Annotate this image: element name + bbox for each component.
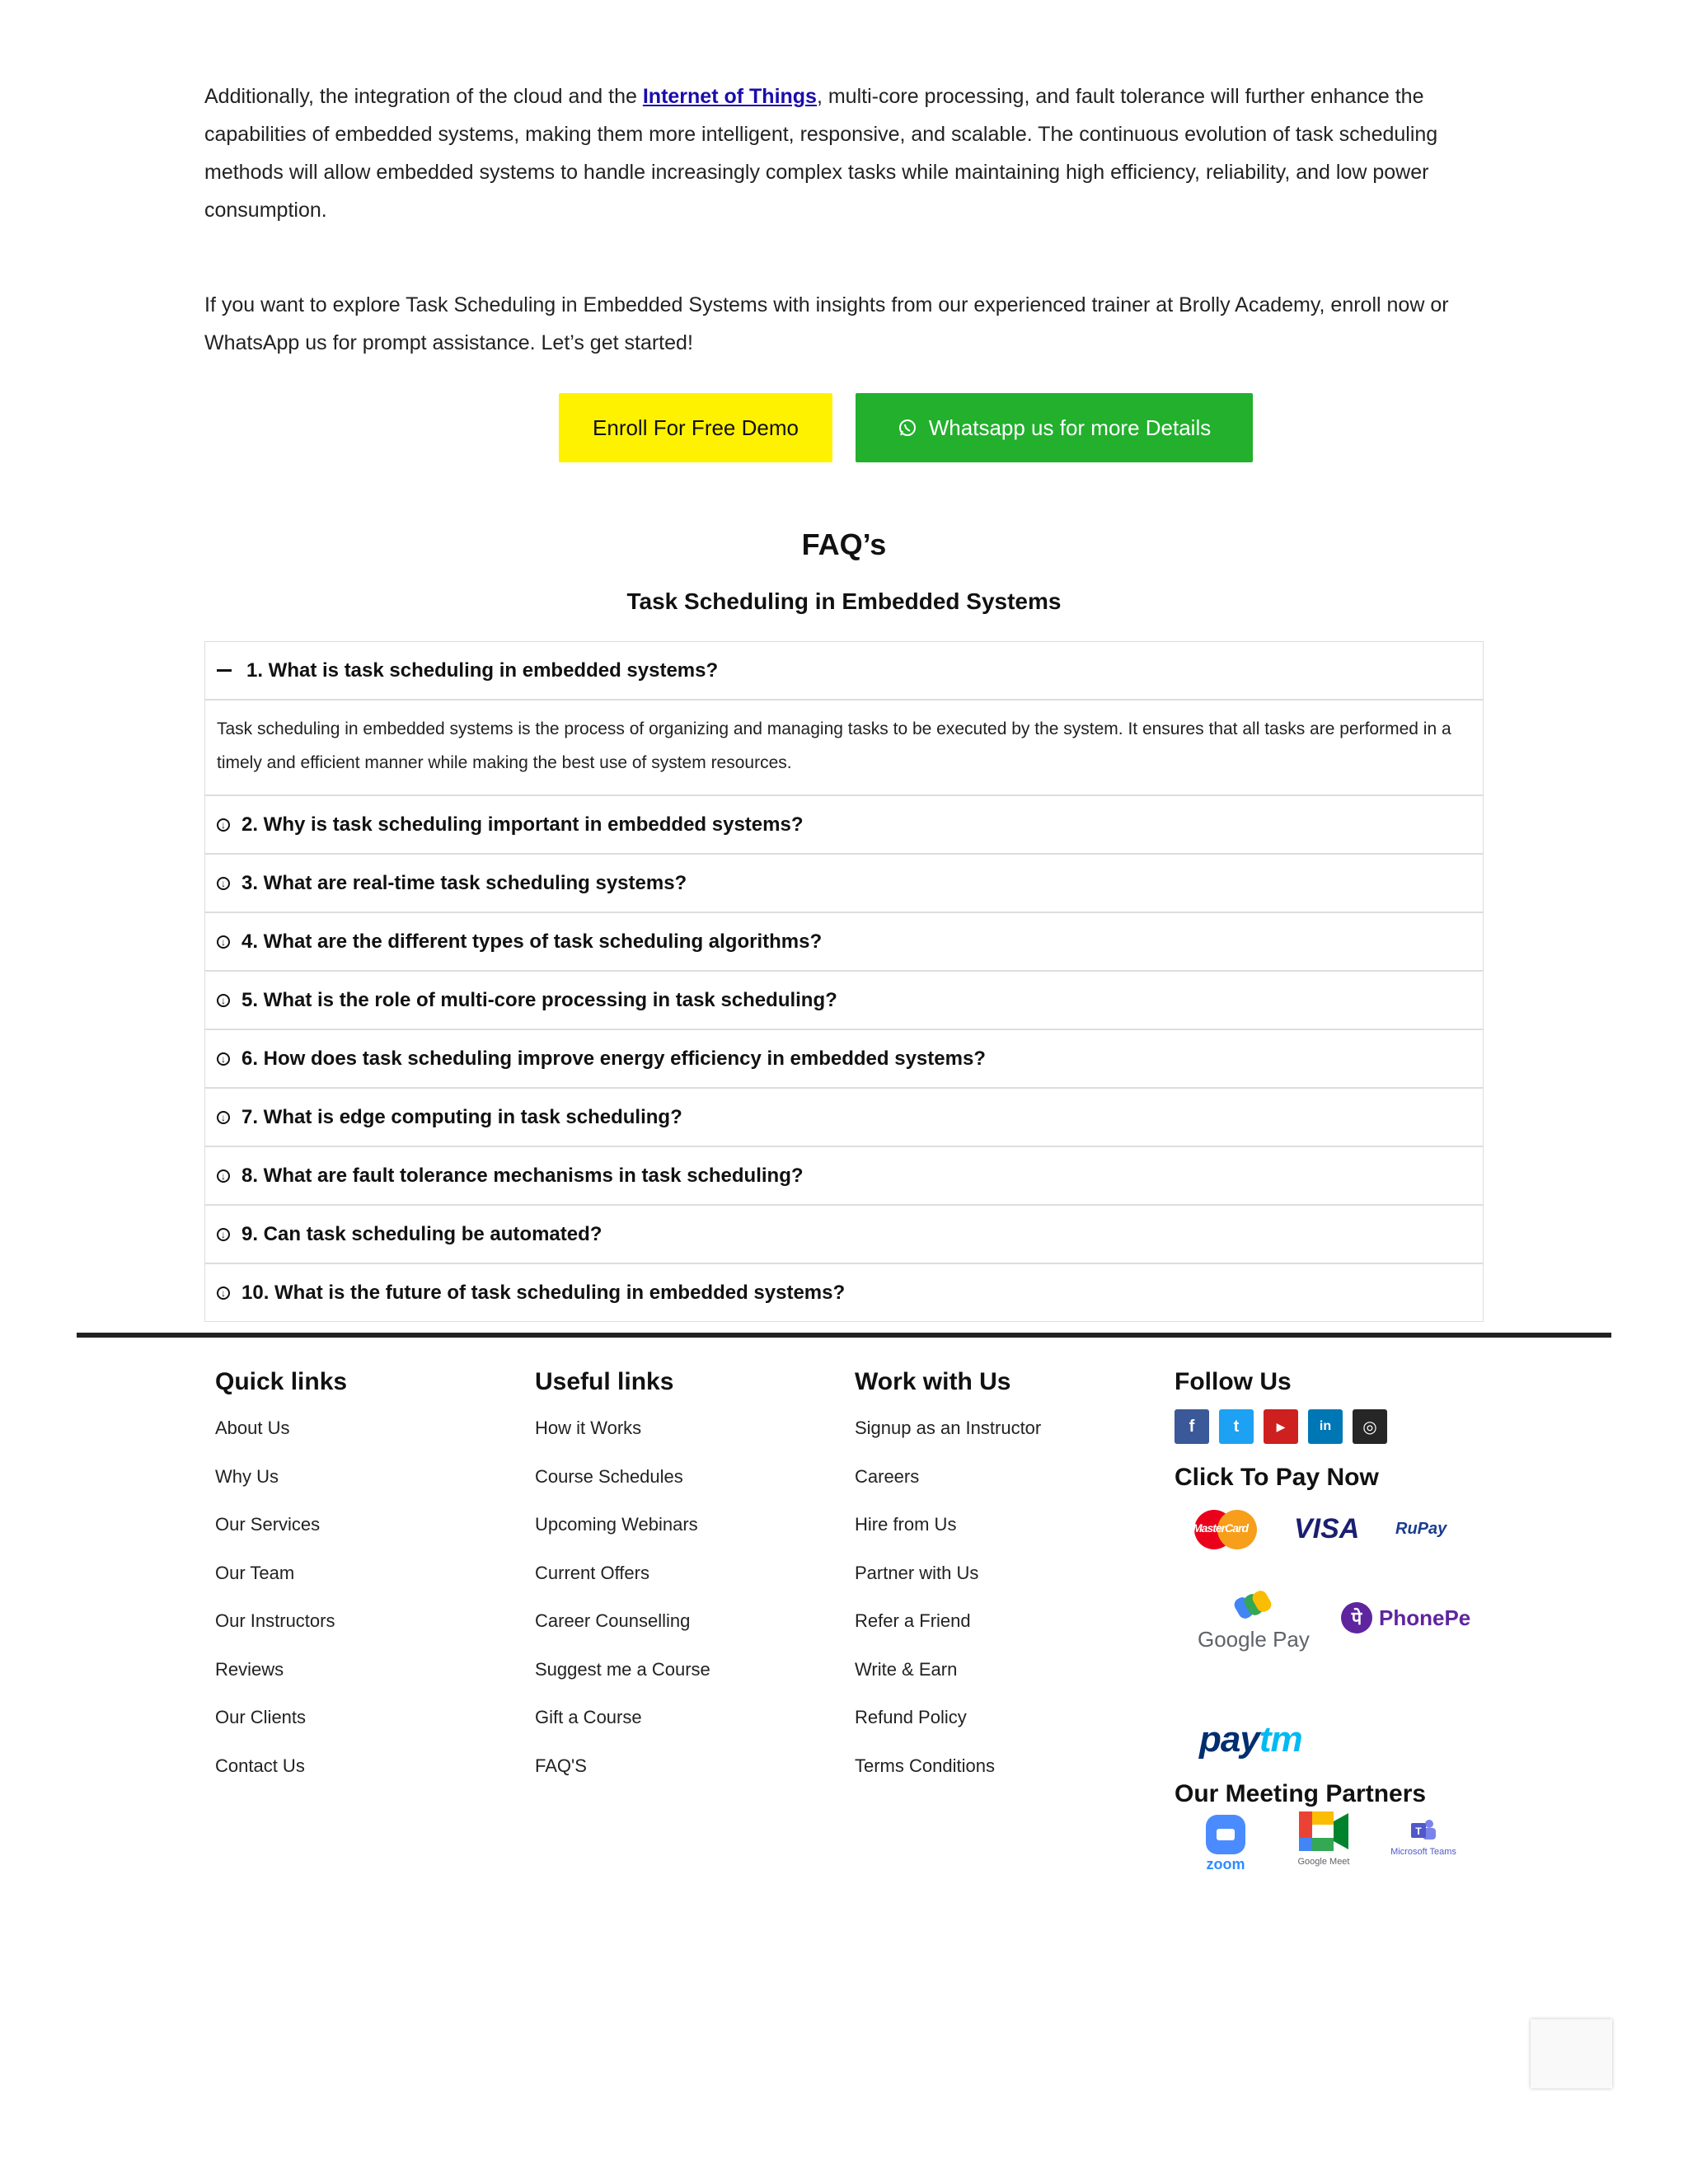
recaptcha-badge[interactable]: [1531, 2019, 1612, 2088]
footer-link[interactable]: Terms Conditions: [855, 1755, 995, 1776]
enroll-free-demo-button[interactable]: [559, 393, 832, 462]
footer-link[interactable]: Upcoming Webinars: [535, 1514, 698, 1535]
footer-link[interactable]: Career Counselling: [535, 1610, 691, 1631]
mastercard-text: MasterCard: [1193, 1521, 1249, 1535]
payment-logos: [1175, 1508, 1471, 1772]
intro-text-after: , multi-core processing, and fault tolerance will further enhance the capabilities of embedded systems, making them more intelligent, responsive, and scalable. The continuous evolution of task scheduling methods will allow embedded systems to handle increasingly complex tasks while maintaining high efficiency, reliability, and low power consumption.: [204, 85, 1438, 222]
faq-question-text: 5. What is the role of multi-core processing in task scheduling?: [241, 988, 837, 1011]
faq-item: [205, 972, 1483, 1030]
whatsapp-label: Whatsapp us for more Details: [928, 415, 1212, 440]
footer-link[interactable]: Contact Us: [215, 1755, 305, 1776]
arrow-down-circle-icon: ↓: [217, 1169, 230, 1183]
faq-accordion: [204, 641, 1484, 1322]
faq-question-text: 3. What are real-time task scheduling systems?: [241, 871, 687, 894]
arrow-down-circle-icon: ↓: [217, 935, 230, 949]
faq-item: [205, 1147, 1483, 1206]
faq-question-toggle[interactable]: [205, 642, 1483, 699]
twitter-icon[interactable]: t: [1219, 1409, 1254, 1444]
internet-of-things-link[interactable]: Internet of Things: [642, 85, 817, 108]
paytm-logo[interactable]: [1199, 1719, 1302, 1760]
microsoft-teams-icon: [1409, 1818, 1437, 1843]
faq-item: [205, 642, 1483, 796]
arrow-down-circle-icon: ↓: [217, 818, 230, 832]
faq-question-text: 7. What is edge computing in task scheduling?: [241, 1105, 682, 1128]
footer-work-with-us: [855, 1368, 1041, 1802]
follow-us-heading: Follow Us: [1175, 1368, 1292, 1395]
faq-item: [205, 1264, 1483, 1321]
click-to-pay-heading: Click To Pay Now: [1175, 1464, 1379, 1491]
footer-link[interactable]: Careers: [855, 1465, 920, 1487]
faq-question-toggle[interactable]: [205, 913, 1483, 970]
footer-link[interactable]: Our Team: [215, 1562, 295, 1583]
faq-question-text: 10. What is the future of task scheduling in embedded systems?: [241, 1281, 846, 1304]
faq-question-toggle[interactable]: [205, 1264, 1483, 1321]
faq-item: [205, 913, 1483, 972]
instagram-icon[interactable]: ◎: [1353, 1409, 1387, 1444]
arrow-down-circle-icon: ↓: [217, 1111, 230, 1124]
paytm-text-tm: tm: [1259, 1719, 1302, 1760]
faq-item: [205, 855, 1483, 913]
whatsapp-button[interactable]: [856, 393, 1253, 462]
faq-item: [205, 796, 1483, 855]
rupay-logo[interactable]: RuPay: [1395, 1520, 1447, 1538]
faq-answer: Task scheduling in embedded systems is the process of organizing and managing tasks to be executed by the system. It ensures that all tasks are performed in a timely and efficient manner while making the best use of system resources.: [205, 699, 1483, 794]
footer-link[interactable]: Why Us: [215, 1465, 279, 1487]
footer-link[interactable]: Partner with Us: [855, 1562, 979, 1583]
facebook-icon[interactable]: f: [1175, 1409, 1209, 1444]
faq-question-text: 1. What is task scheduling in embedded systems?: [246, 658, 719, 682]
faq-question-toggle[interactable]: [205, 1089, 1483, 1146]
whatsapp-icon: [898, 418, 917, 438]
intro-text-before: Additionally, the integration of the cloud and the: [204, 85, 643, 108]
useful-links-heading: Useful links: [535, 1368, 674, 1395]
mastercard-logo[interactable]: [1189, 1508, 1262, 1551]
minus-icon: [217, 669, 232, 672]
work-with-us-heading: Work with Us: [855, 1368, 1011, 1395]
footer-link[interactable]: Our Services: [215, 1514, 321, 1535]
google-meet-logo[interactable]: [1287, 1810, 1361, 1867]
arrow-down-circle-icon: ↓: [217, 1286, 230, 1300]
footer-link[interactable]: Refund Policy: [855, 1707, 967, 1727]
faq-title: FAQ’s: [801, 527, 887, 561]
faq-question-text: 9. Can task scheduling be automated?: [241, 1222, 603, 1245]
footer-link[interactable]: Signup as an Instructor: [855, 1418, 1042, 1438]
footer-link[interactable]: Gift a Course: [535, 1707, 642, 1727]
footer-link[interactable]: Write & Earn: [855, 1658, 958, 1680]
footer-link[interactable]: Refer a Friend: [855, 1610, 971, 1631]
footer-useful-links: [535, 1368, 710, 1802]
faq-question-text: 2. Why is task scheduling important in embedded systems?: [241, 813, 804, 836]
arrow-down-circle-icon: ↓: [217, 1052, 230, 1066]
google-pay-logo[interactable]: [1198, 1589, 1313, 1655]
footer-link[interactable]: How it Works: [535, 1418, 642, 1438]
zoom-text: zoom: [1206, 1856, 1245, 1872]
meeting-partners-heading: Our Meeting Partners: [1175, 1780, 1427, 1807]
google-meet-text: Google Meet: [1297, 1857, 1350, 1867]
faq-question-text: 6. How does task scheduling improve energy efficiency in embedded systems?: [241, 1047, 986, 1070]
faq-question-toggle[interactable]: [205, 855, 1483, 912]
faq-question-toggle[interactable]: [205, 1147, 1483, 1204]
social-icons: [1175, 1409, 1471, 1444]
footer-follow-us: [1175, 1368, 1471, 1889]
phonepe-text: PhonePe: [1379, 1605, 1471, 1630]
google-pay-icon: [1233, 1589, 1274, 1624]
intro-paragraph-1: [204, 77, 1484, 229]
footer-link[interactable]: Reviews: [215, 1658, 284, 1680]
faq-item: [205, 1206, 1483, 1264]
arrow-down-circle-icon: ↓: [217, 877, 230, 890]
visa-logo[interactable]: VISA: [1294, 1513, 1360, 1544]
arrow-down-circle-icon: ↓: [217, 994, 230, 1007]
footer-link[interactable]: Course Schedules: [535, 1465, 683, 1487]
microsoft-teams-text: Microsoft Teams: [1390, 1847, 1456, 1857]
meeting-partner-logos: [1175, 1815, 1471, 1889]
cta-row: [559, 393, 1253, 462]
paytm-text-pay: pay: [1199, 1719, 1259, 1760]
enroll-prompt-text: If you want to explore Task Scheduling in Embedded Systems with insights from our experienced trainer at Brolly Academy, enroll now or WhatsApp us for prompt assistance. Let’s get started!: [204, 293, 1449, 354]
faq-question-toggle[interactable]: [205, 796, 1483, 853]
phonepe-logo[interactable]: [1341, 1602, 1470, 1633]
faq-subtitle: Task Scheduling in Embedded Systems: [626, 588, 1062, 614]
footer-link[interactable]: Our Clients: [215, 1707, 307, 1727]
faq-item: [205, 1089, 1483, 1147]
footer-link[interactable]: FAQ'S: [535, 1755, 587, 1776]
linkedin-icon[interactable]: in: [1308, 1409, 1343, 1444]
google-pay-text: Google Pay: [1198, 1627, 1310, 1652]
faq-question-toggle[interactable]: [205, 1206, 1483, 1263]
zoom-icon: [1206, 1815, 1245, 1854]
footer-link[interactable]: Current Offers: [535, 1562, 649, 1583]
footer-divider: [77, 1333, 1611, 1338]
zoom-logo[interactable]: [1199, 1815, 1252, 1873]
faq-question-toggle[interactable]: [205, 972, 1483, 1029]
intro-paragraph-2: [204, 286, 1484, 362]
footer-link[interactable]: About Us: [215, 1418, 290, 1438]
footer-link[interactable]: Our Instructors: [215, 1610, 335, 1631]
phonepe-icon: पे: [1341, 1602, 1372, 1633]
quick-links-heading: Quick links: [215, 1368, 348, 1395]
footer-link[interactable]: Suggest me a Course: [535, 1658, 710, 1680]
footer-link[interactable]: Hire from Us: [855, 1514, 957, 1535]
arrow-down-circle-icon: ↓: [217, 1228, 230, 1241]
google-meet-icon: [1297, 1810, 1350, 1853]
footer-quick-links: [215, 1368, 347, 1802]
faq-question-text: 8. What are fault tolerance mechanisms in task scheduling?: [241, 1164, 804, 1187]
faq-item: [205, 1030, 1483, 1089]
svg-text:T: T: [1415, 1825, 1422, 1837]
enroll-label: Enroll For Free Demo: [593, 415, 799, 440]
microsoft-teams-logo[interactable]: [1382, 1818, 1465, 1857]
faq-question-text: 4. What are the different types of task scheduling algorithms?: [241, 930, 823, 953]
faq-question-toggle[interactable]: [205, 1030, 1483, 1087]
youtube-icon[interactable]: ▶: [1264, 1409, 1298, 1444]
